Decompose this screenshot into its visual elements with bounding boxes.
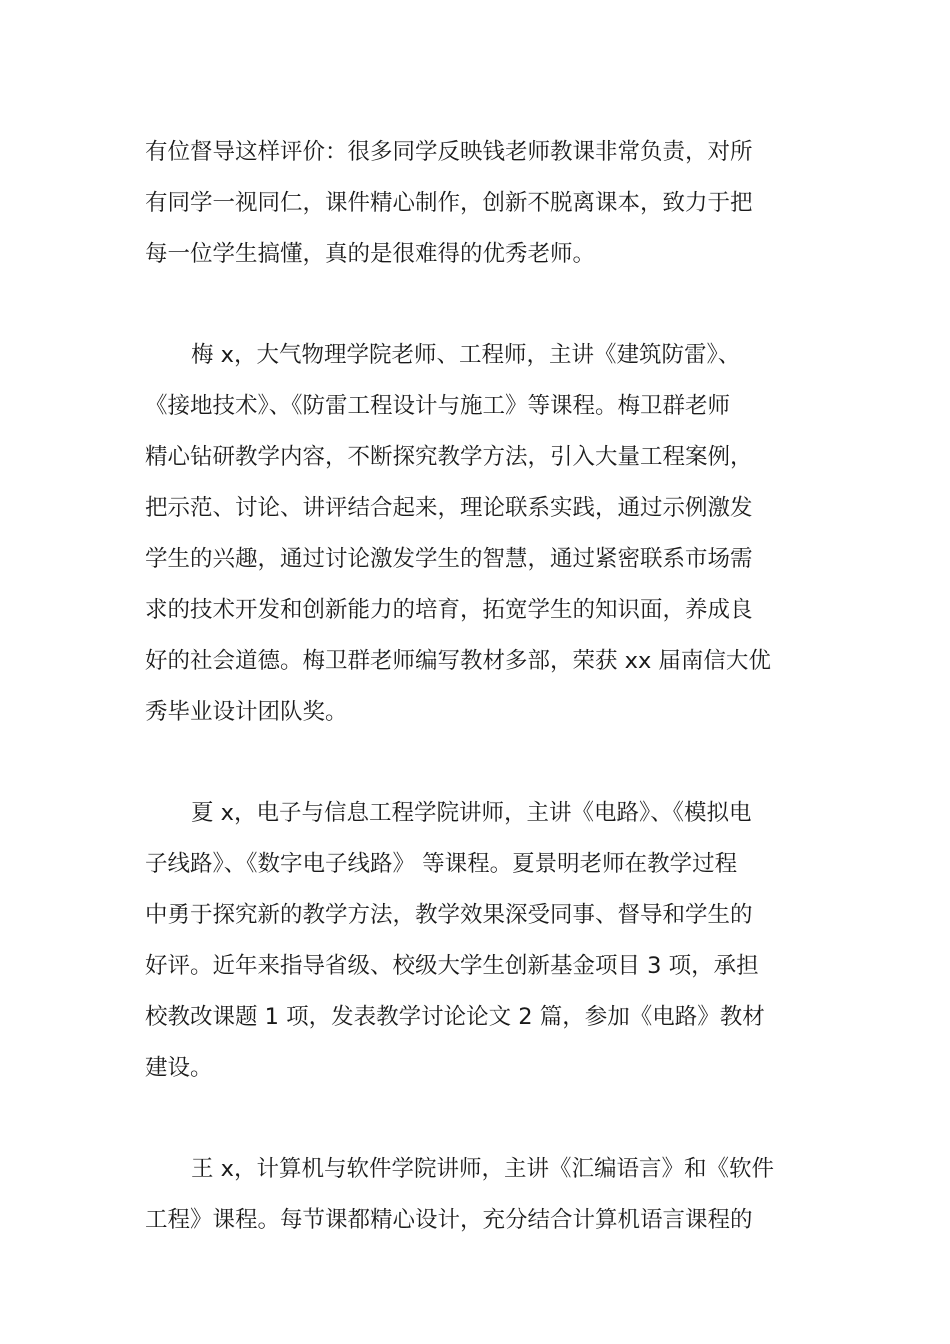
text-line: 校教改课题 1 项，发表教学讨论论文 2 篇，参加《电路》教材 [145, 1004, 765, 1030]
paragraph-teacher-mei [145, 330, 815, 738]
text-line: 有同学一视同仁，课件精心制作，创新不脱离课本，致力于把 [145, 190, 753, 216]
text-line: 有位督导这样评价：很多同学反映钱老师教课非常负责，对所 [145, 139, 753, 165]
text-line: 求的技术开发和创新能力的培育，拓宽学生的知识面，养成良 [145, 597, 753, 623]
paragraph-spacer [145, 280, 815, 330]
document-body [145, 127, 815, 1246]
text-line: 学生的兴趣，通过讨论激发学生的智慧，通过紧密联系市场需 [145, 546, 753, 572]
text-line: 夏 x，电子与信息工程学院讲师，主讲《电路》、《模拟电 [191, 800, 752, 826]
paragraph-supervisor-review [145, 127, 815, 280]
text-line: 《接地技术》、《防雷工程设计与施工》等课程。梅卫群老师 [145, 393, 731, 419]
paragraph-teacher-wang [145, 1144, 815, 1246]
text-line: 秀毕业设计团队奖。 [145, 699, 348, 725]
text-line: 每一位学生搞懂，真的是很难得的优秀老师。 [145, 241, 596, 267]
text-line: 梅 x，大气物理学院老师、工程师，主讲《建筑防雷》、 [191, 342, 741, 368]
text-line: 把示范、讨论、讲评结合起来，理论联系实践，通过示例激发 [145, 495, 753, 521]
text-line: 中勇于探究新的教学方法，教学效果深受同事、督导和学生的 [145, 902, 753, 928]
text-line: 好的社会道德。梅卫群老师编写教材多部，荣获 xx 届南信大优 [145, 648, 771, 674]
text-line: 子线路》、《数字电子线路》 等课程。夏景明老师在教学过程 [145, 851, 738, 877]
text-line: 好评。近年来指导省级、校级大学生创新基金项目 3 项，承担 [145, 953, 759, 979]
paragraph-teacher-xia [145, 788, 815, 1094]
paragraph-spacer [145, 738, 815, 788]
text-line: 建设。 [145, 1055, 213, 1081]
paragraph-spacer [145, 1094, 815, 1144]
text-line: 工程》课程。每节课都精心设计，充分结合计算机语言课程的 [145, 1207, 753, 1233]
text-line: 精心钻研教学内容，不断探究教学方法，引入大量工程案例， [145, 444, 753, 470]
text-line: 王 x，计算机与软件学院讲师，主讲《汇编语言》和《软件 [191, 1156, 774, 1182]
